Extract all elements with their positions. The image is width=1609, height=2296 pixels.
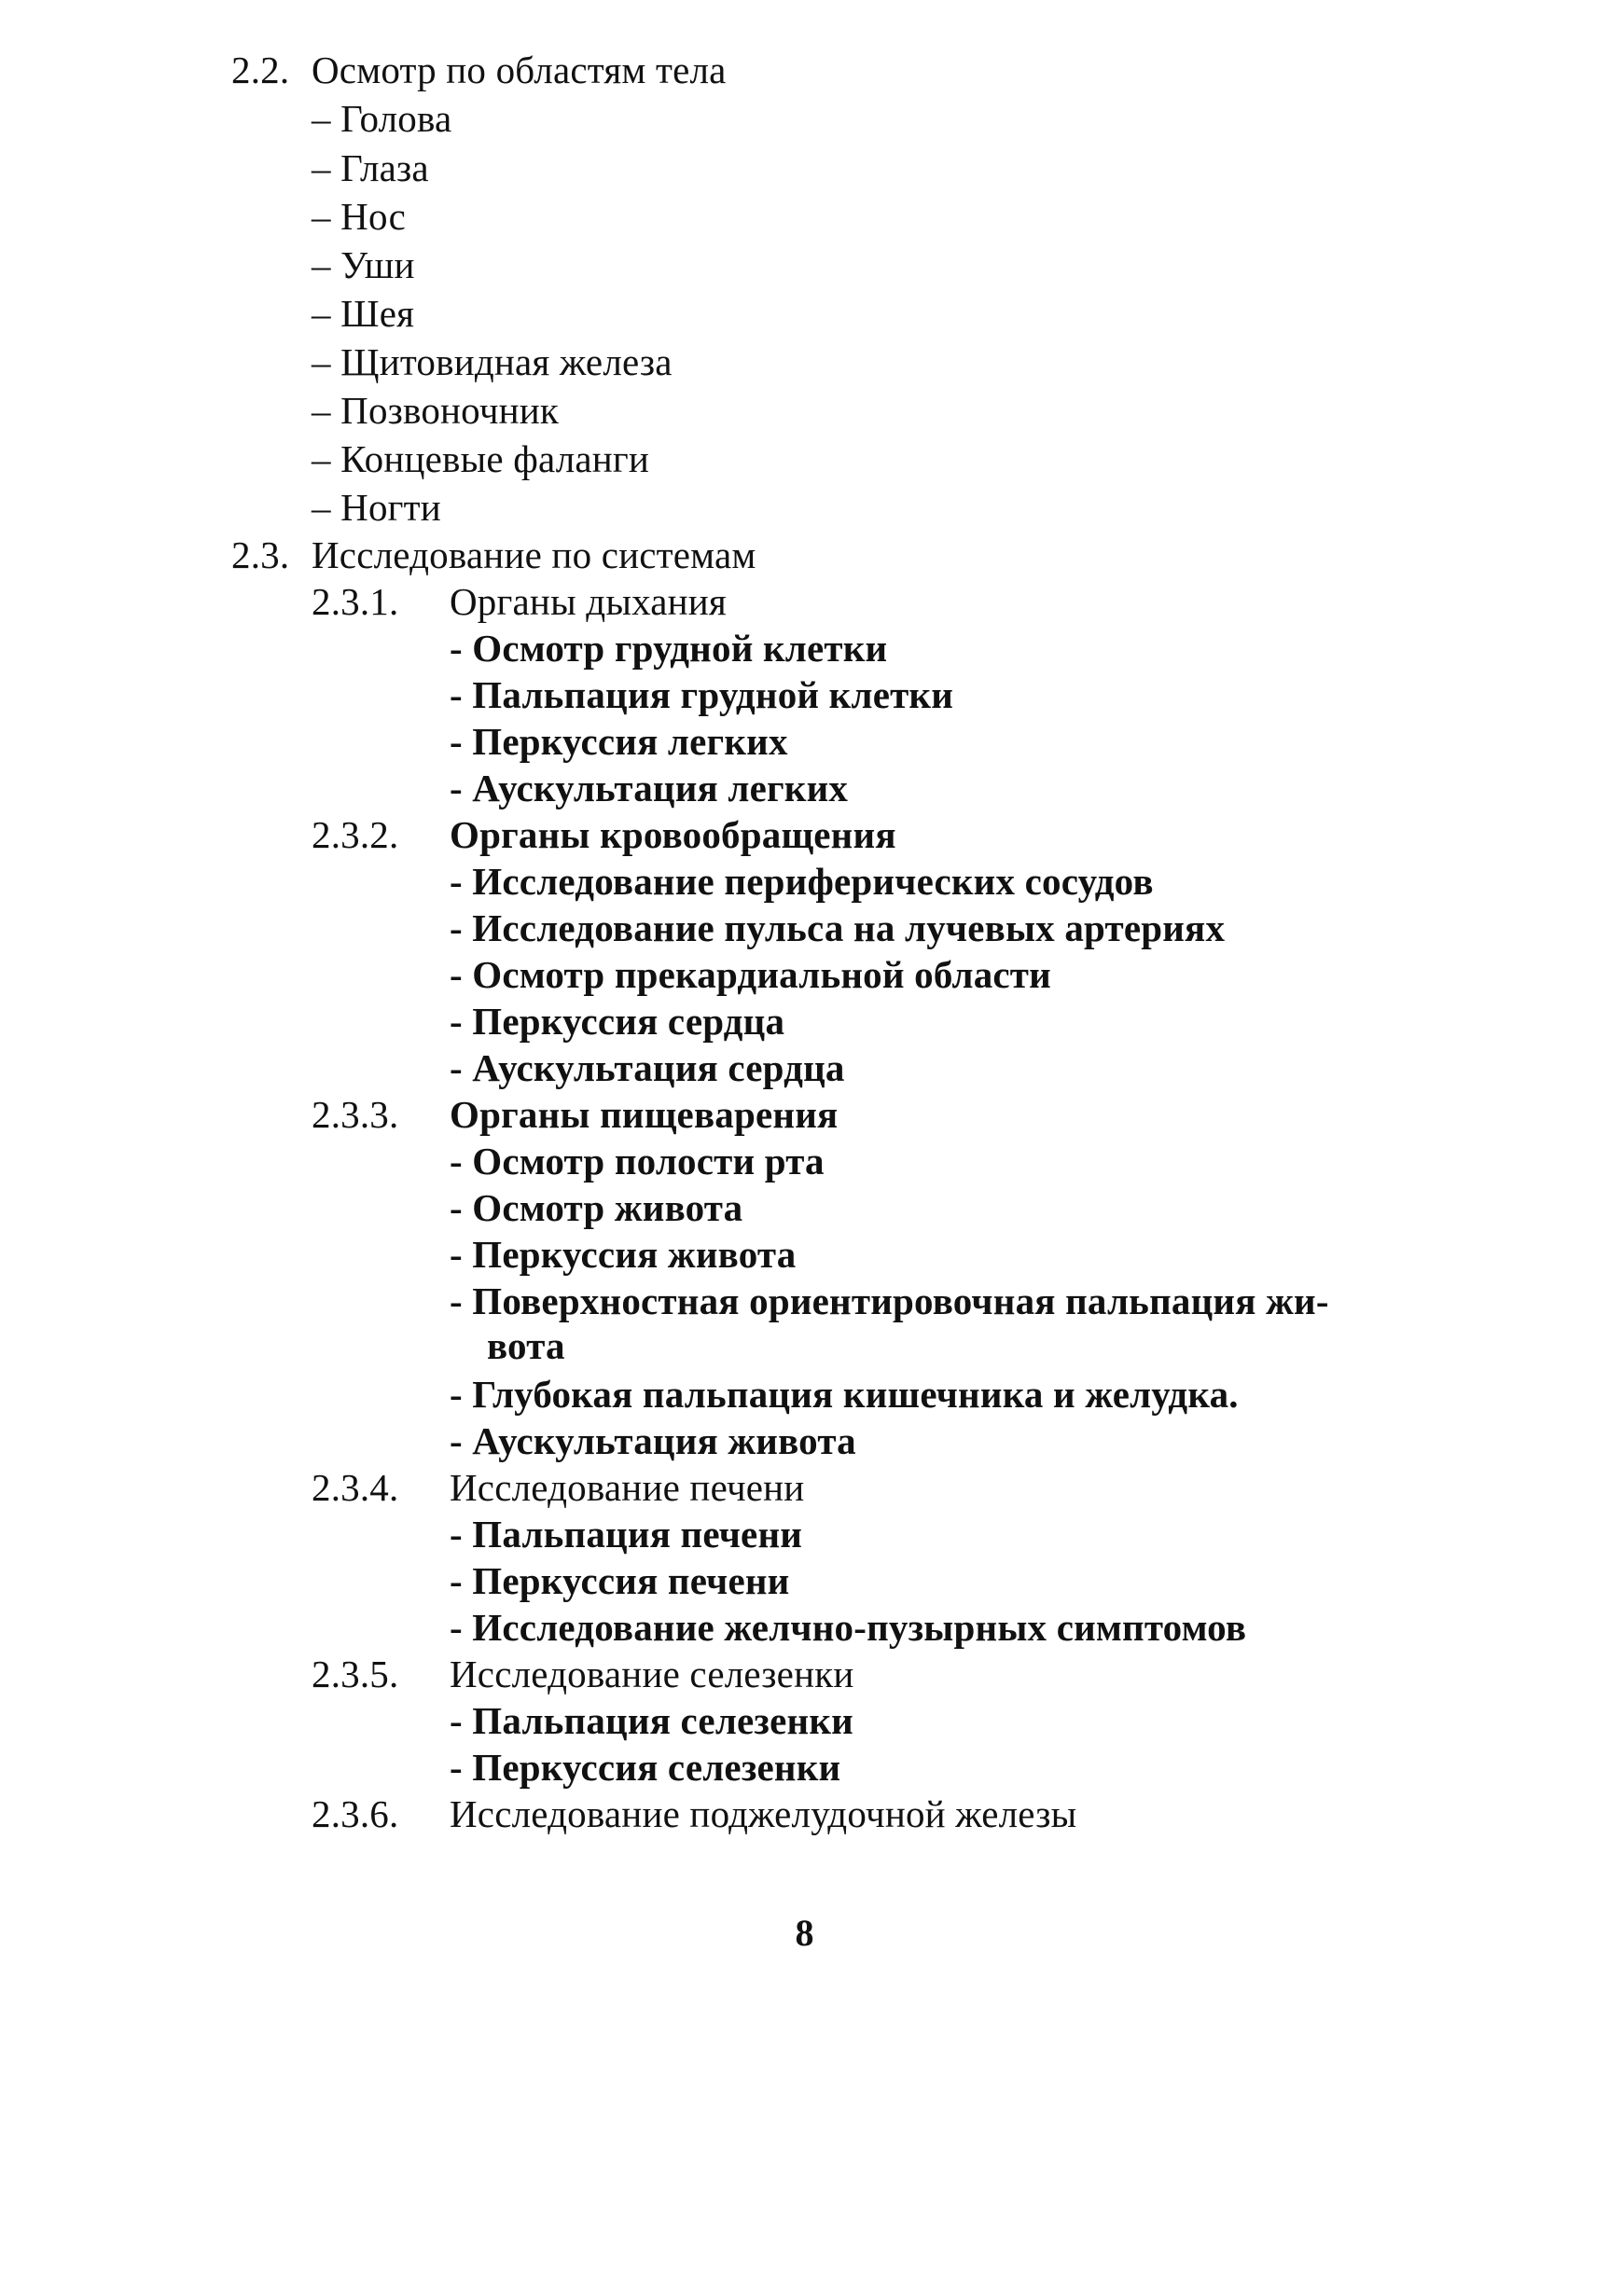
subsection-title: Органы пищеварения xyxy=(450,1093,839,1136)
list-item: - Аускультация легких xyxy=(450,767,849,809)
subsection-title: Исследование печени xyxy=(450,1466,805,1509)
subsection-number: 2.3.1. xyxy=(312,580,399,623)
subsection-number: 2.3.5. xyxy=(312,1653,399,1695)
list-item: - Поверхностная ориентировочная пальпация жи- xyxy=(450,1279,1329,1322)
page-number: 8 xyxy=(795,1912,814,1954)
list-item: – Щитовидная железа xyxy=(312,340,673,383)
list-item: - Исследование периферических сосудов xyxy=(450,860,1154,903)
list-item: – Нос xyxy=(312,195,407,238)
list-item: – Ногти xyxy=(312,486,441,529)
subsection-number: 2.3.2. xyxy=(312,813,399,856)
section-2-2-number: 2.2. xyxy=(231,48,290,91)
section-2-3-number: 2.3. xyxy=(231,533,290,576)
list-item: – Уши xyxy=(312,243,415,286)
list-item: - Перкуссия сердца xyxy=(450,1000,785,1043)
list-item: - Осмотр живота xyxy=(450,1186,743,1229)
list-item: – Позвоночник xyxy=(312,389,560,432)
list-item: - Пальпация печени xyxy=(450,1513,803,1556)
list-item: - Исследование пульса на лучевых артериях xyxy=(450,906,1226,949)
list-item: – Концевые фаланги xyxy=(312,437,650,480)
subsection-number: 2.3.4. xyxy=(312,1466,399,1509)
list-item-continuation: вота xyxy=(487,1324,565,1367)
list-item: - Пальпация селезенки xyxy=(450,1699,853,1742)
list-item: - Перкуссия живота xyxy=(450,1233,797,1276)
subsection-title: Исследование поджелудочной железы xyxy=(450,1792,1077,1835)
subsection-number: 2.3.6. xyxy=(312,1792,399,1835)
list-item: - Глубокая пальпация кишечника и желудка. xyxy=(450,1373,1239,1416)
list-item: - Исследование желчно-пузырных симптомов xyxy=(450,1606,1247,1649)
list-item: – Шея xyxy=(312,292,415,335)
subsection-title: Органы дыхания xyxy=(450,580,727,623)
section-2-3-title: Исследование по системам xyxy=(312,533,756,576)
list-item: - Осмотр полости рта xyxy=(450,1140,825,1183)
list-item: - Аускультация живота xyxy=(450,1419,856,1462)
list-item: - Аускультация сердца xyxy=(450,1046,845,1089)
list-item: - Осмотр прекардиальной области xyxy=(450,953,1051,996)
subsection-title: Органы кровообращения xyxy=(450,813,896,856)
list-item: - Перкуссия легких xyxy=(450,720,788,763)
list-item: - Пальпация грудной клетки xyxy=(450,673,954,716)
list-item: - Осмотр грудной клетки xyxy=(450,627,888,670)
section-2-2-title: Осмотр по областям тела xyxy=(312,48,727,91)
list-item: - Перкуссия печени xyxy=(450,1559,790,1602)
list-item: – Голова xyxy=(312,97,452,140)
subsection-number: 2.3.3. xyxy=(312,1093,399,1136)
list-item: - Перкуссия селезенки xyxy=(450,1746,841,1789)
list-item: – Глаза xyxy=(312,146,429,189)
subsection-title: Исследование селезенки xyxy=(450,1653,854,1695)
